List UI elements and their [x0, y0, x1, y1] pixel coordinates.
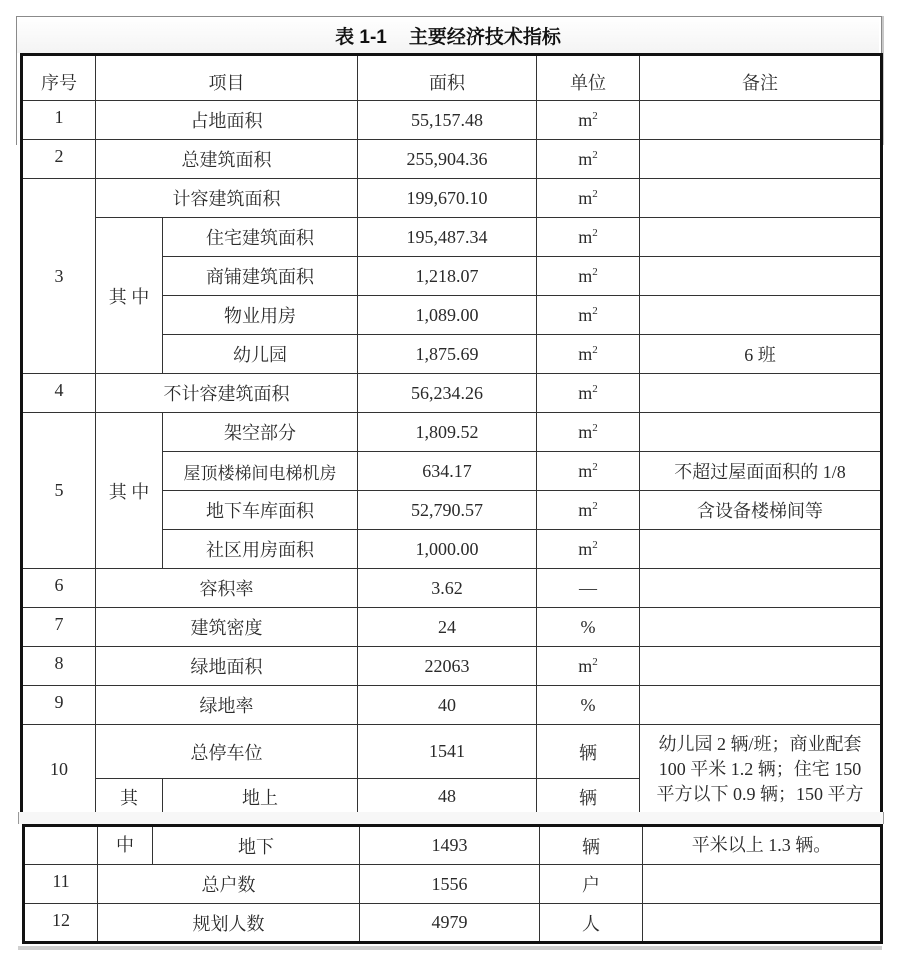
unit-cell: 辆 [537, 779, 640, 816]
unit-superscript: 2 [592, 499, 598, 512]
item-cell: 物业用房 [163, 296, 358, 335]
area-cell: 255,904.36 [358, 140, 537, 179]
unit-text: m [578, 343, 593, 364]
area-cell: 24 [358, 608, 537, 647]
item-cell: 屋顶楼梯间电梯机房 [163, 452, 358, 491]
note-cell: 平米以上 1.3 辆。 [643, 826, 882, 865]
note-cell [640, 257, 882, 296]
area-cell: 1,218.07 [358, 257, 537, 296]
table-row [22, 140, 882, 179]
item-cell: 绿地率 [96, 686, 358, 725]
seq-cell: 5 [22, 413, 96, 569]
unit-cell: 辆 [540, 826, 643, 865]
unit-text: m [578, 460, 593, 481]
unit-superscript: 2 [592, 421, 598, 434]
item-cell: 总户数 [98, 865, 360, 904]
table-row [22, 647, 882, 686]
note-cell [640, 140, 882, 179]
seq-cell: 2 [22, 140, 96, 179]
note-cell [640, 413, 882, 452]
unit-text: m [578, 499, 593, 520]
table-subrow [24, 826, 882, 865]
note-cell [640, 179, 882, 218]
note-cell [640, 569, 882, 608]
unit-text: m [578, 538, 593, 559]
seq-cell: 12 [24, 904, 98, 943]
unit-cell [537, 101, 640, 140]
note-cell: 含设备楼梯间等 [640, 491, 882, 530]
area-cell: 56,234.26 [358, 374, 537, 413]
area-cell: 40 [358, 686, 537, 725]
unit-superscript: 2 [592, 187, 598, 200]
table-subrow [22, 218, 882, 257]
table-row [22, 179, 882, 218]
area-cell: 55,157.48 [358, 101, 537, 140]
unit-cell: % [537, 608, 640, 647]
item-cell: 商铺建筑面积 [163, 257, 358, 296]
area-cell: 634.17 [358, 452, 537, 491]
seq-cell: 6 [22, 569, 96, 608]
note-cell-parking [640, 725, 882, 816]
area-cell: 1541 [358, 725, 537, 779]
unit-text: m [578, 109, 593, 130]
note-cell [640, 296, 882, 335]
table-row [24, 904, 882, 943]
header-item: 项目 [96, 55, 358, 101]
unit-superscript: 2 [592, 265, 598, 278]
note-cell [640, 218, 882, 257]
unit-text: m [578, 382, 593, 403]
unit-text: m [578, 265, 593, 286]
note-line: 平方以下 0.9 辆；150 平方 [656, 784, 864, 804]
unit-cell: — [537, 569, 640, 608]
unit-text: m [578, 187, 593, 208]
seq-cell: 7 [22, 608, 96, 647]
item-cell: 总停车位 [96, 725, 358, 779]
unit-cell [537, 140, 640, 179]
item-cell: 规划人数 [98, 904, 360, 943]
item-cell: 建筑密度 [96, 608, 358, 647]
unit-cell [537, 296, 640, 335]
caption-title: 主要经济技术指标 [408, 26, 561, 48]
header-unit: 单位 [537, 55, 640, 101]
seq-cell: 3 [22, 179, 96, 374]
unit-superscript: 2 [592, 382, 598, 395]
unit-cell [537, 179, 640, 218]
unit-superscript: 2 [592, 343, 598, 356]
page-break-gap [18, 812, 884, 824]
header-area: 面积 [358, 55, 537, 101]
seq-cell: 11 [24, 865, 98, 904]
area-cell: 1,000.00 [358, 530, 537, 569]
area-cell: 1493 [360, 826, 540, 865]
seq-cell: 8 [22, 647, 96, 686]
unit-cell [537, 335, 640, 374]
sub-group-label-bottom: 中 [98, 826, 153, 865]
table-row [22, 686, 882, 725]
table-row [22, 608, 882, 647]
item-cell: 幼儿园 [163, 335, 358, 374]
note-cell [640, 101, 882, 140]
unit-superscript: 2 [592, 226, 598, 239]
table-row [22, 725, 882, 779]
note-cell [640, 608, 882, 647]
note-cell [640, 686, 882, 725]
unit-text: m [578, 148, 593, 169]
item-cell: 地下 [153, 826, 360, 865]
item-cell: 不计容建筑面积 [96, 374, 358, 413]
area-cell: 1,809.52 [358, 413, 537, 452]
item-cell: 绿地面积 [96, 647, 358, 686]
note-cell: 不超过屋面面积的 1/8 [640, 452, 882, 491]
area-cell: 1556 [360, 865, 540, 904]
unit-superscript: 2 [592, 304, 598, 317]
caption-number: 表 1-1 [335, 26, 387, 48]
item-cell: 社区用房面积 [163, 530, 358, 569]
unit-cell: % [537, 686, 640, 725]
header-seq: 序号 [22, 55, 96, 101]
unit-cell [537, 530, 640, 569]
unit-cell [537, 491, 640, 530]
seq-cell-empty [24, 826, 98, 865]
area-cell: 4979 [360, 904, 540, 943]
item-cell: 总建筑面积 [96, 140, 358, 179]
table-row [22, 569, 882, 608]
note-cell: 6 班 [640, 335, 882, 374]
table-caption [17, 17, 879, 53]
area-cell: 1,089.00 [358, 296, 537, 335]
unit-cell [537, 374, 640, 413]
header-row [22, 55, 882, 101]
unit-cell: 人 [540, 904, 643, 943]
unit-text: m [578, 421, 593, 442]
economic-indicators-table-continued [22, 824, 883, 944]
item-cell: 地下车库面积 [163, 491, 358, 530]
note-cell [640, 374, 882, 413]
item-cell: 占地面积 [96, 101, 358, 140]
unit-superscript: 2 [592, 655, 598, 668]
note-line: 100 平米 1.2 辆；住宅 150 [658, 759, 862, 779]
table-subrow [22, 413, 882, 452]
unit-text: m [578, 655, 593, 676]
area-cell: 1,875.69 [358, 335, 537, 374]
note-cell [643, 904, 882, 943]
unit-cell [537, 452, 640, 491]
unit-cell [537, 218, 640, 257]
item-cell: 架空部分 [163, 413, 358, 452]
unit-cell [537, 257, 640, 296]
area-cell: 195,487.34 [358, 218, 537, 257]
note-line: 幼儿园 2 辆/班；商业配套 [658, 734, 862, 754]
unit-superscript: 2 [592, 109, 598, 122]
header-note: 备注 [640, 55, 882, 101]
area-cell: 199,670.10 [358, 179, 537, 218]
unit-text: m [578, 226, 593, 247]
note-cell [640, 530, 882, 569]
unit-cell [537, 647, 640, 686]
sub-group-label-top: 其 [96, 779, 163, 816]
table-row [22, 101, 882, 140]
area-cell: 48 [358, 779, 537, 816]
item-cell: 计容建筑面积 [96, 179, 358, 218]
seq-cell: 1 [22, 101, 96, 140]
unit-text: m [578, 304, 593, 325]
table-row [22, 374, 882, 413]
unit-cell: 户 [540, 865, 643, 904]
unit-superscript: 2 [592, 460, 598, 473]
seq-cell: 10 [22, 725, 96, 816]
item-cell: 容积率 [96, 569, 358, 608]
unit-cell: 辆 [537, 725, 640, 779]
item-cell: 地上 [163, 779, 358, 816]
area-cell: 22063 [358, 647, 537, 686]
unit-superscript: 2 [592, 148, 598, 161]
table-row [24, 865, 882, 904]
sub-group-label: 其 中 [96, 218, 163, 374]
unit-cell [537, 413, 640, 452]
economic-indicators-table [20, 53, 883, 817]
sub-group-label: 其 中 [96, 413, 163, 569]
seq-cell: 4 [22, 374, 96, 413]
seq-cell: 9 [22, 686, 96, 725]
area-cell: 52,790.57 [358, 491, 537, 530]
unit-superscript: 2 [592, 538, 598, 551]
note-cell [643, 865, 882, 904]
note-cell [640, 647, 882, 686]
item-cell: 住宅建筑面积 [163, 218, 358, 257]
area-cell: 3.62 [358, 569, 537, 608]
frame-bottom-shadow [18, 946, 882, 950]
